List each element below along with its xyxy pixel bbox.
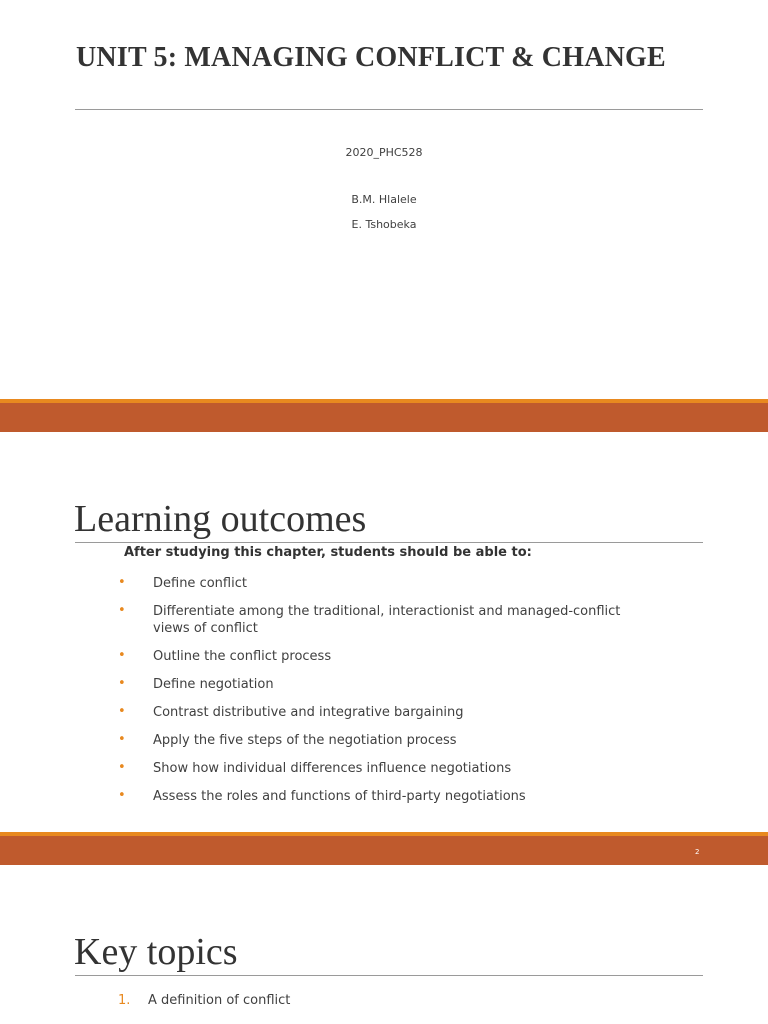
author-name: E. Tshobeka [351,218,417,231]
outcomes-intro: After studying this chapter, students should be able to: [124,545,532,560]
author-name: B.M. Hlalele [351,193,417,206]
list-item: • Define negotiation [118,676,274,692]
list-item: • Show how individual differences influence negotiations [118,760,512,776]
title-divider [75,109,703,110]
outcomes-list [118,575,658,805]
list-item: • Apply the five steps of the negotiation process [118,732,457,748]
bullet-icon: • [118,760,126,775]
slide-separator-bar [0,403,768,432]
bullet-icon: • [118,704,126,719]
bullet-icon: • [118,732,126,747]
list-item: • Contrast distributive and integrative bargaining [118,704,464,720]
page-number: 2 [695,848,700,856]
slide-title: UNIT 5: MANAGING CONFLICT & CHANGE [76,42,666,73]
list-item: • Outline the conflict process [118,648,332,664]
list-number: 1. [118,993,131,1008]
topics-list [118,993,290,1008]
list-item: • Differentiate among the traditional, interactionist and managed-conflict views of conflict [118,603,621,636]
bullet-icon: • [118,575,126,590]
slide-heading: Learning outcomes [74,498,367,540]
course-code: 2020_PHC528 [345,146,423,159]
list-item: 1. A definition of conflict [118,993,291,1008]
bullet-icon: • [118,648,126,663]
list-item: • Define conflict [118,575,247,591]
bullet-icon: • [118,788,126,803]
heading-divider [75,542,703,543]
heading-divider [75,975,703,976]
slide-heading: Key topics [74,931,238,973]
slide-separator-bar [0,836,768,865]
bullet-icon: • [118,603,126,618]
bullet-icon: • [118,676,126,691]
list-item: • Assess the roles and functions of third-party negotiations [118,788,526,804]
